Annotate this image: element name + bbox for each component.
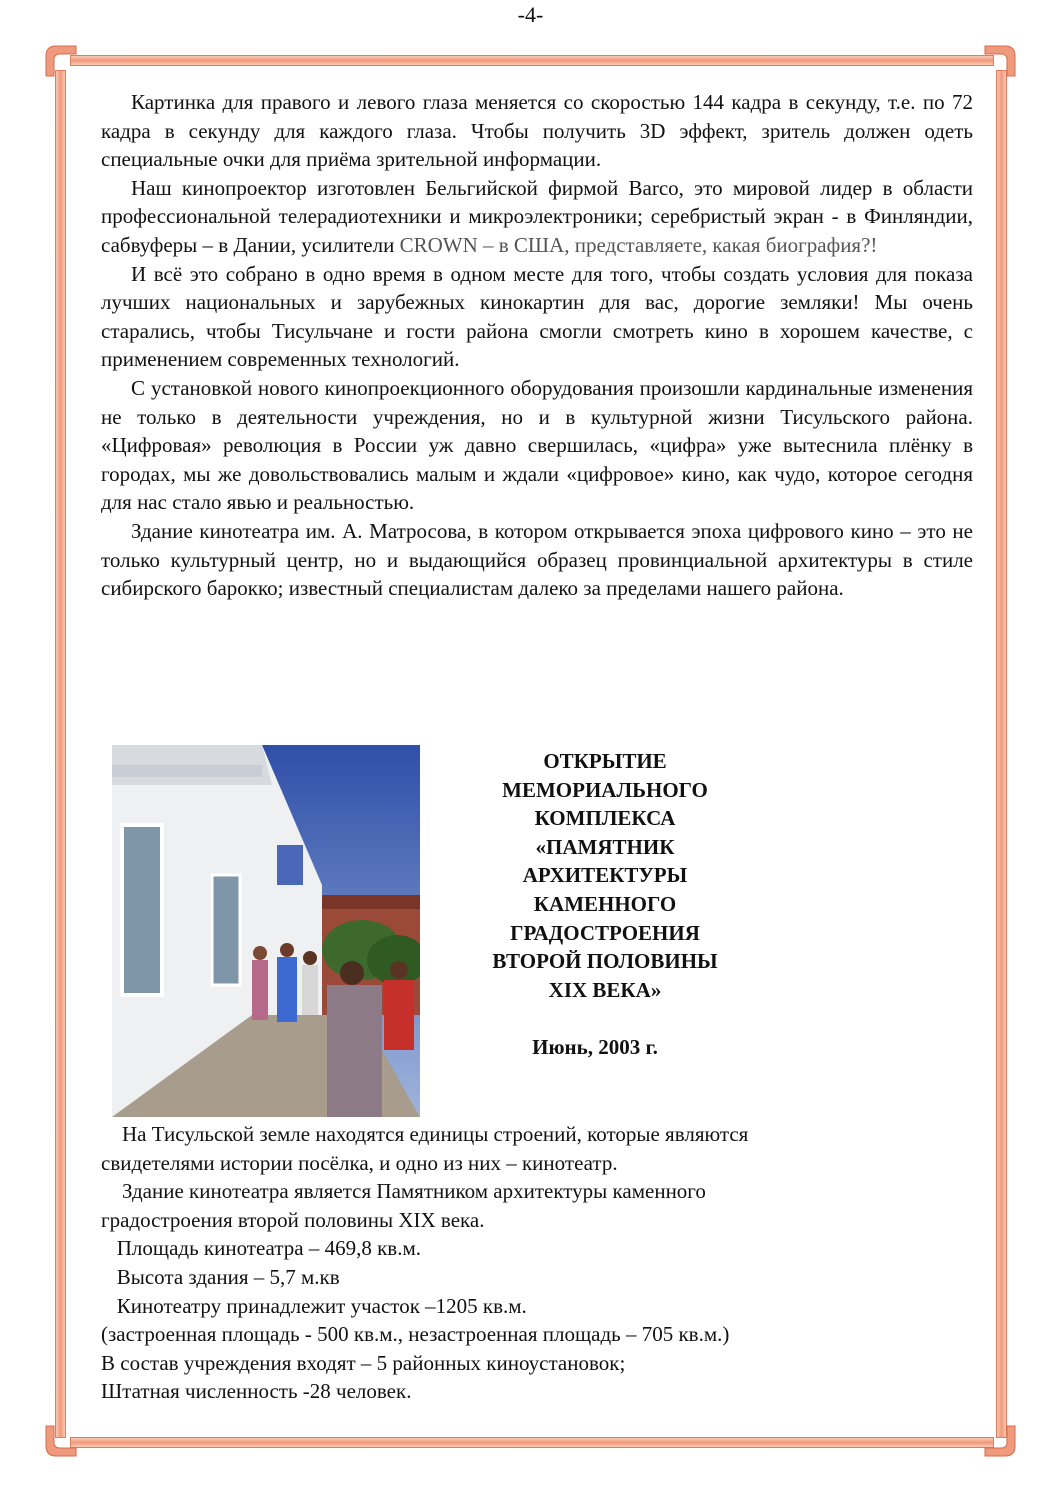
facts-line: Высота здания – 5,7 м.кв [101,1264,340,1289]
heading-line: КОМПЛЕКСА [534,806,676,831]
facts-line: Площадь кинотеатра – 469,8 кв.м. [101,1236,421,1261]
heading-line: МЕМОРИАЛЬНОГО [502,777,708,802]
heading-line: XIX ВЕКА» [548,977,662,1002]
frame-right-border [996,70,1007,1438]
paragraph-collected: И всё это собрано в одно время в одном месте для того, чтобы создать условия для показа лучших национальных и зарубежных кинокартин для вас, дорогие земляки! Мы очень старались, чтобы Тисульчане и гости района смогли смотреть кино в хорошем качестве, с применением современных технологий. [101,261,973,372]
paragraph-digital-revolution: С установкой нового кинопроекционного оборудования произошли кардинальные изменения не только в деятельности учреждения, но и в культурной жизни Тисульского района. «Цифровая» революция в России уж давно свершилась, «цифра» уже вытеснила плёнку в городах, мы же довольствовались малым и ждали «цифровое» кино, как чудо, которое сегодня для нас стало явью и реальностью. [101,375,973,515]
facts-line: В состав учреждения входят – 5 районных киноустановок; [101,1350,626,1375]
page-number: -4- [517,2,544,27]
heading-line: «ПАМЯТНИК [535,834,675,859]
paragraph-3d-effect: Картинка для правого и левого глаза меняется со скоростью 144 кадра в секунду, т.е. по 72 кадра в секунду для каждого глаза. Чтобы получить 3D эффект, зритель должен одеть специальные очки для приёма зрительной информации. [101,90,973,172]
event-date: Июнь, 2003 г. [532,1035,658,1059]
heading-line: КАМЕННОГО [533,891,677,916]
facts-line: Кинотеатру принадлежит участок –1205 кв.м. [101,1293,527,1318]
paragraph-cinema-building: Здание кинотеатра им. А. Матросова, в котором открывается эпоха цифрового кино – это не только культурный центр, но и выдающийся образец провинциальной архитектуры в стиле сибирского барокко; известный специалистам далеко за пределами нашего района. [101,518,973,601]
facts-line: (застроенная площадь - 500 кв.м., незастроенная площадь – 705 кв.м.) [101,1322,730,1347]
frame-corner-top-right-icon [983,42,1019,78]
photo-illustration [112,745,420,1117]
article-body [101,88,973,603]
paragraph-projector [101,174,973,260]
heading-line: АРХИТЕКТУРЫ [522,863,688,888]
facts-line: На Тисульской земле находятся единицы строений, которые являются [101,1122,749,1146]
facts-line: Штатная численность -28 человек. [101,1379,412,1404]
cinema-facts [101,1120,981,1406]
paragraph-projector-tail: CROWN – в США, представляете, какая биография?! [399,232,878,257]
facts-line: Здание кинотеатра является Памятником архитектуры каменного [101,1179,706,1204]
facts-line: градостроения второй половины XIX века. [101,1207,485,1232]
heading-line: ГРАДОСТРОЕНИЯ [510,920,700,945]
facts-line: свидетелями истории посёлка, и одно из них – кинотеатр. [101,1150,618,1175]
frame-bottom-border [70,1437,994,1448]
memorial-heading [450,747,760,1004]
heading-line: ВТОРОЙ ПОЛОВИНЫ [492,949,718,974]
frame-left-border [55,70,66,1438]
frame-corner-top-left-icon [42,42,78,78]
paragraph-projector-text: Наш кинопроектор изготовлен Бельгийской фирмой Barco, это мировой лидер в области профессиональной телерадиотехники и микроэлектроники; серебристый экран - в Финляндии, сабвуферы – в Дании, усилители [101,175,973,257]
frame-corner-bottom-left-icon [42,1424,78,1460]
frame-corner-bottom-right-icon [983,1424,1019,1460]
frame-top-border [70,55,994,66]
heading-line: ОТКРЫТИЕ [543,749,667,773]
cinema-building-photo [112,745,420,1117]
